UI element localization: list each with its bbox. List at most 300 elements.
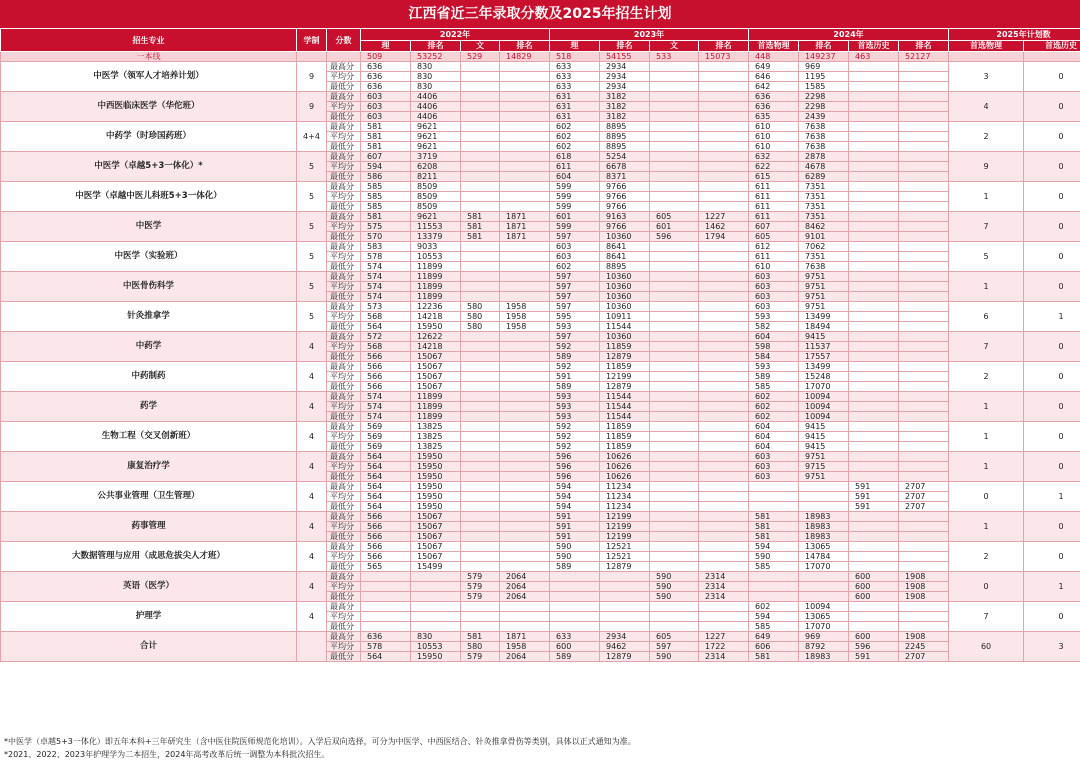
header-2023: 2023年 [550,29,749,41]
duration: 4 [297,602,327,632]
score-cell: 585 [361,182,411,192]
score-cell [799,592,849,602]
score-cell: 631 [550,112,600,122]
plan-history: 3 [1024,632,1080,662]
baseline-value: 529 [461,52,500,62]
stat-label: 平均分 [327,522,361,532]
score-cell: 611 [550,162,600,172]
duration: 5 [297,152,327,182]
table-row [1,152,1080,162]
score-cell [500,82,550,92]
score-cell [500,602,550,612]
score-cell: 9415 [799,442,849,452]
score-cell [849,382,899,392]
score-cell [699,462,749,472]
plan-physics: 1 [949,422,1024,452]
score-cell: 15067 [411,552,461,562]
score-cell: 580 [461,322,500,332]
score-cell [699,342,749,352]
plan-physics: 60 [949,632,1024,662]
score-cell: 1958 [500,642,550,652]
stat-label: 最高分 [327,62,361,72]
score-cell: 596 [550,462,600,472]
score-cell [500,472,550,482]
score-cell [600,572,650,582]
major-name: 公共事业管理（卫生管理） [1,482,297,512]
score-cell: 13065 [799,542,849,552]
score-cell [650,372,699,382]
score-cell: 604 [550,172,600,182]
score-cell: 15950 [411,322,461,332]
score-cell [461,452,500,462]
score-cell: 9101 [799,232,849,242]
score-cell [699,622,749,632]
stat-label: 平均分 [327,402,361,412]
plan-physics: 1 [949,272,1024,302]
score-cell [699,272,749,282]
score-cell: 592 [550,442,600,452]
score-cell: 566 [361,532,411,542]
stat-label: 最高分 [327,212,361,222]
score-cell: 585 [749,382,799,392]
score-cell [461,392,500,402]
score-cell [461,242,500,252]
stat-label: 平均分 [327,612,361,622]
score-cell: 8462 [799,222,849,232]
score-cell [699,132,749,142]
score-cell: 566 [361,382,411,392]
score-cell: 1794 [699,232,749,242]
plan-history: 0 [1024,182,1080,212]
score-cell [849,452,899,462]
score-cell [899,512,949,522]
score-cell: 600 [550,642,600,652]
score-cell [899,192,949,202]
score-cell: 10360 [600,232,650,242]
score-cell: 9621 [411,132,461,142]
baseline-empty [1024,52,1080,62]
score-cell [650,622,699,632]
sub-header: 首选历史 [849,41,899,52]
score-cell: 12879 [600,382,650,392]
plan-history: 1 [1024,302,1080,332]
score-cell: 2934 [600,82,650,92]
score-cell: 602 [550,142,600,152]
score-cell: 15067 [411,522,461,532]
major-name: 中西医临床医学（华佗班） [1,92,297,122]
score-cell: 2439 [799,112,849,122]
score-cell: 585 [749,562,799,572]
score-cell: 13065 [799,612,849,622]
score-cell: 9163 [600,212,650,222]
baseline-label: 一本线 [1,52,297,62]
score-cell: 7062 [799,242,849,252]
score-cell [461,152,500,162]
sub-header: 排名 [799,41,849,52]
score-cell: 12879 [600,652,650,662]
score-cell [699,172,749,182]
score-cell: 579 [461,572,500,582]
score-cell [899,182,949,192]
table-row [1,632,1080,642]
score-cell [849,92,899,102]
score-cell [650,242,699,252]
score-cell: 593 [749,362,799,372]
plan-history: 0 [1024,212,1080,242]
score-cell: 15950 [411,462,461,472]
major-name: 针灸推拿学 [1,302,297,332]
score-cell: 9715 [799,462,849,472]
score-cell: 14784 [799,552,849,562]
score-cell [500,272,550,282]
stat-label: 最高分 [327,182,361,192]
score-cell [849,412,899,422]
score-cell [650,62,699,72]
score-cell: 18983 [799,522,849,532]
score-cell [849,72,899,82]
plan-physics: 4 [949,92,1024,122]
score-cell: 13825 [411,432,461,442]
score-cell [461,512,500,522]
duration: 4 [297,572,327,602]
score-cell [849,142,899,152]
footnote: *中医学（卓越5+3一体化）即五年本科+三年研究生（含中医住院医师规范化培训）。入学后双向选择，可分为中医学、中西医结合、针灸推拿骨伤等类别，具体以正式通知为准。 [4,737,636,746]
score-cell: 566 [361,552,411,562]
score-cell: 3719 [411,152,461,162]
score-cell [899,112,949,122]
score-cell [650,72,699,82]
score-cell [849,162,899,172]
score-cell [461,412,500,422]
stat-label: 最高分 [327,122,361,132]
score-cell [849,462,899,472]
score-cell: 574 [361,272,411,282]
stat-label: 最高分 [327,332,361,342]
score-cell: 649 [749,632,799,642]
score-cell: 580 [461,642,500,652]
score-cell: 566 [361,362,411,372]
score-cell: 596 [550,472,600,482]
score-cell [461,192,500,202]
score-cell: 636 [361,632,411,642]
score-cell [650,162,699,172]
score-cell [461,602,500,612]
score-cell: 579 [461,582,500,592]
score-cell: 566 [361,522,411,532]
score-cell: 599 [550,222,600,232]
score-cell [899,232,949,242]
header-plan-2025: 2025年计划数 [949,29,1080,41]
score-cell: 1462 [699,222,749,232]
score-cell [500,492,550,502]
score-cell: 642 [749,82,799,92]
score-cell [899,222,949,232]
score-cell: 597 [550,232,600,242]
score-cell: 581 [461,232,500,242]
sub-header: 排名 [411,41,461,52]
score-cell: 1908 [899,632,949,642]
score-cell [699,202,749,212]
score-cell: 13499 [799,362,849,372]
score-cell [461,442,500,452]
score-cell [849,302,899,312]
score-cell: 590 [650,652,699,662]
score-cell: 581 [749,652,799,662]
score-cell [899,62,949,72]
score-cell [699,332,749,342]
score-cell: 1871 [500,222,550,232]
score-cell [899,462,949,472]
score-cell [461,202,500,212]
score-cell [699,112,749,122]
score-cell: 11859 [600,422,650,432]
score-cell: 594 [361,162,411,172]
score-cell: 589 [749,372,799,382]
score-cell [650,502,699,512]
stat-label: 最低分 [327,622,361,632]
score-cell: 10094 [799,392,849,402]
score-cell: 573 [361,302,411,312]
score-cell: 581 [749,532,799,542]
score-cell: 2878 [799,152,849,162]
score-cell [500,532,550,542]
score-cell: 579 [461,652,500,662]
score-cell [500,352,550,362]
score-cell [849,82,899,92]
plan-history: 1 [1024,572,1080,602]
score-cell [699,242,749,252]
plan-history: 0 [1024,242,1080,272]
score-cell: 564 [361,322,411,332]
score-cell [500,392,550,402]
score-cell: 593 [550,412,600,422]
baseline-empty [297,52,327,62]
score-cell [500,362,550,372]
score-cell: 17070 [799,382,849,392]
score-cell [699,282,749,292]
sub-header: 文 [461,41,500,52]
score-cell [500,242,550,252]
score-cell [749,502,799,512]
plan-history: 0 [1024,92,1080,122]
plan-history: 0 [1024,272,1080,302]
score-cell: 12199 [600,532,650,542]
score-cell: 7351 [799,202,849,212]
score-cell [650,562,699,572]
score-cell [461,262,500,272]
score-cell [411,612,461,622]
score-cell: 605 [650,212,699,222]
score-cell: 585 [361,192,411,202]
stat-label: 平均分 [327,132,361,142]
score-cell: 3182 [600,112,650,122]
score-cell: 2064 [500,572,550,582]
score-cell: 830 [411,72,461,82]
score-cell [699,392,749,402]
score-cell: 8895 [600,132,650,142]
score-cell: 633 [550,72,600,82]
score-cell: 572 [361,332,411,342]
score-cell: 583 [361,242,411,252]
score-cell [699,182,749,192]
score-cell: 9751 [799,472,849,482]
score-cell [699,372,749,382]
score-cell: 9751 [799,282,849,292]
score-cell: 9751 [799,272,849,282]
score-cell: 9751 [799,452,849,462]
major-name: 药学 [1,392,297,422]
major-name: 中药制药 [1,362,297,392]
stat-label: 最高分 [327,572,361,582]
score-cell [699,482,749,492]
score-cell [650,472,699,482]
score-cell: 10911 [600,312,650,322]
score-cell: 607 [361,152,411,162]
score-cell: 602 [749,402,799,412]
duration [297,632,327,662]
score-cell [899,142,949,152]
duration: 5 [297,242,327,272]
score-cell: 7351 [799,182,849,192]
score-cell: 612 [749,242,799,252]
score-cell [699,492,749,502]
score-cell: 9621 [411,122,461,132]
score-cell [500,452,550,462]
score-cell [899,372,949,382]
score-cell: 602 [550,122,600,132]
score-cell [749,482,799,492]
score-cell [500,402,550,412]
score-cell [500,342,550,352]
major-name: 中医学 [1,212,297,242]
stat-label: 平均分 [327,162,361,172]
score-cell: 636 [361,82,411,92]
score-cell [699,352,749,362]
score-cell [899,522,949,532]
score-cell [699,362,749,372]
score-cell: 5254 [600,152,650,162]
score-cell: 830 [411,62,461,72]
score-cell [461,492,500,502]
score-cell: 596 [650,232,699,242]
score-cell [899,322,949,332]
stat-label: 最高分 [327,242,361,252]
baseline-empty [949,52,1024,62]
score-cell: 591 [849,482,899,492]
baseline-value: 15073 [699,52,749,62]
score-cell: 600 [849,572,899,582]
score-cell [849,422,899,432]
score-cell: 2298 [799,92,849,102]
score-cell: 589 [550,382,600,392]
score-cell: 568 [361,342,411,352]
score-cell: 591 [550,512,600,522]
score-cell: 3182 [600,102,650,112]
score-cell [650,272,699,282]
score-cell: 1195 [799,72,849,82]
score-cell: 12199 [600,372,650,382]
score-cell: 11899 [411,282,461,292]
score-cell: 15248 [799,372,849,382]
score-cell [650,192,699,202]
score-cell [899,382,949,392]
stat-label: 最低分 [327,592,361,602]
header-major: 招生专业 [1,29,297,52]
score-cell [849,442,899,452]
score-cell [849,622,899,632]
major-name: 大数据管理与应用（成思危拔尖人才班） [1,542,297,572]
duration: 4 [297,512,327,542]
plan-history: 0 [1024,512,1080,542]
score-cell: 604 [749,432,799,442]
score-cell [461,102,500,112]
score-cell: 601 [550,212,600,222]
stat-label: 最高分 [327,92,361,102]
score-cell [461,382,500,392]
plan-physics: 1 [949,182,1024,212]
score-cell [500,552,550,562]
score-cell [650,82,699,92]
score-cell [899,262,949,272]
score-cell: 11537 [799,342,849,352]
score-cell [699,552,749,562]
score-cell: 2245 [899,642,949,652]
score-cell [600,612,650,622]
stat-label: 最低分 [327,442,361,452]
score-cell: 581 [461,222,500,232]
score-cell [699,82,749,92]
score-cell [799,492,849,502]
score-cell [650,172,699,182]
score-cell [500,522,550,532]
score-cell: 2707 [899,502,949,512]
score-cell: 611 [749,192,799,202]
score-cell: 590 [650,582,699,592]
major-name: 药事管理 [1,512,297,542]
score-cell [650,152,699,162]
score-cell: 633 [550,632,600,642]
score-cell: 15067 [411,382,461,392]
score-cell: 570 [361,232,411,242]
score-cell: 592 [550,432,600,442]
score-cell [699,522,749,532]
score-cell [849,312,899,322]
score-cell: 12622 [411,332,461,342]
score-cell: 601 [650,222,699,232]
score-cell [550,612,600,622]
score-cell [461,182,500,192]
score-cell: 581 [461,212,500,222]
score-cell [650,402,699,412]
score-cell [899,622,949,632]
sheet-title: 江西省近三年录取分数及2025年招生计划 [0,0,1080,28]
score-cell: 9766 [600,182,650,192]
stat-label: 平均分 [327,642,361,652]
score-cell [849,232,899,242]
sub-header: 排名 [699,41,749,52]
score-cell [361,582,411,592]
score-cell: 11544 [600,392,650,402]
score-cell [650,522,699,532]
table-row [1,302,1080,312]
score-cell: 1871 [500,212,550,222]
score-cell [849,242,899,252]
stat-label: 最高分 [327,512,361,522]
score-cell [650,542,699,552]
score-cell [650,122,699,132]
score-cell [899,132,949,142]
score-cell [899,72,949,82]
